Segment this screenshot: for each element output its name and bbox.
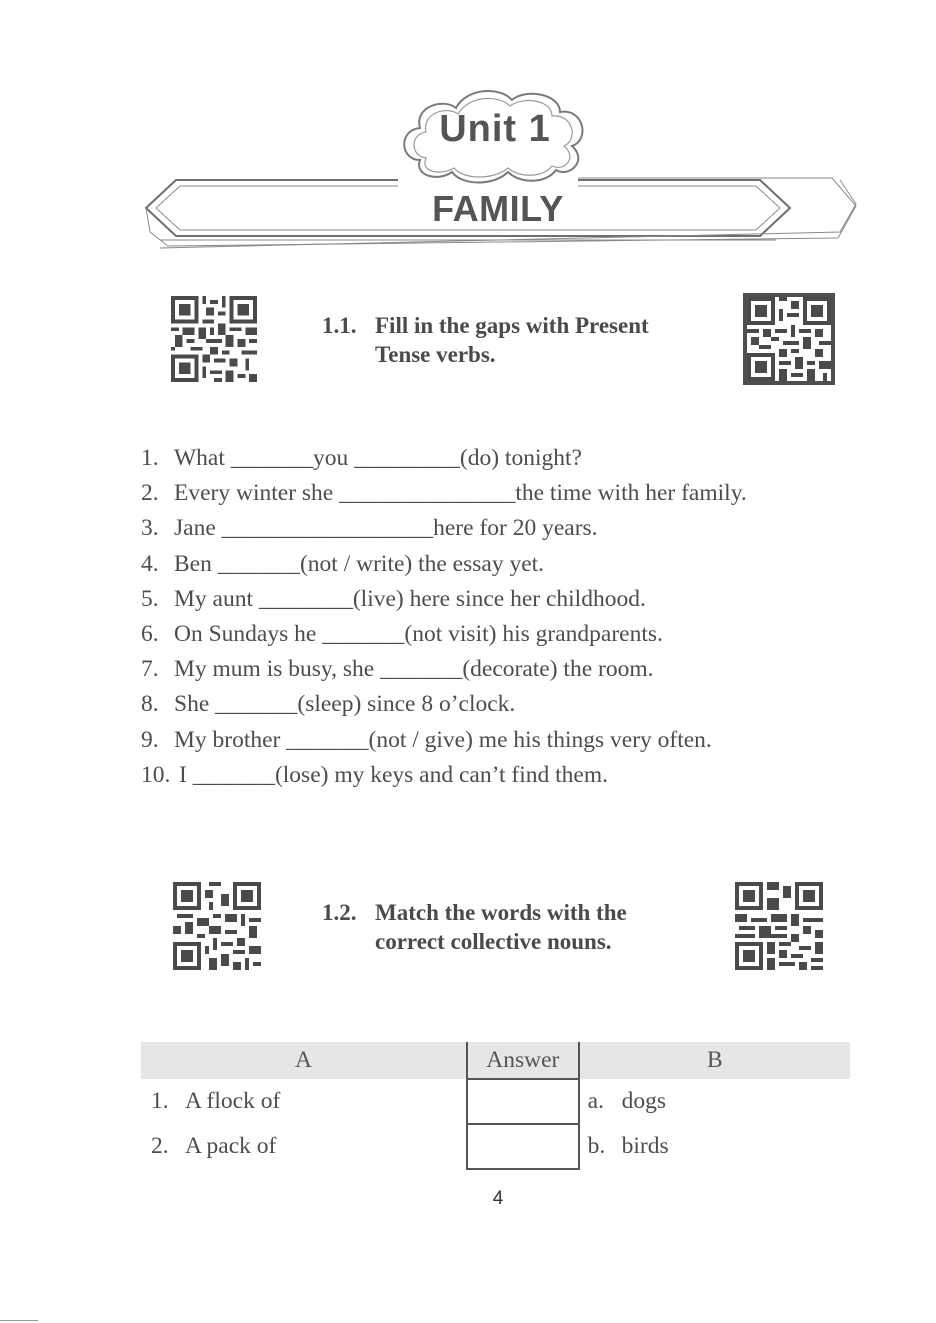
list-item[interactable] [141,476,861,511]
column-b-cell [579,1079,850,1124]
item-number: 5. [141,585,159,612]
answer-cell[interactable] [467,1079,579,1124]
item-text: What _______you _________(do) tonight? [174,445,582,471]
item-number: 1. [151,1088,169,1114]
item-number: 6. [141,621,159,648]
item-text: A pack of [185,1133,277,1159]
item-letter: b. [587,1133,606,1159]
page-corner-mark [0,1320,38,1321]
answer-cell[interactable] [467,1124,579,1169]
table-header-row [141,1042,850,1079]
exercise-2-heading [322,898,722,956]
item-number: 4. [141,550,159,577]
column-a-cell [141,1079,467,1124]
item-text: My brother _______(not / give) me his things very often. [174,726,712,753]
sentence-list [141,441,861,793]
exercise-2-title-line1: Match the words with the [375,900,627,925]
column-header-a: A [141,1042,467,1079]
column-b-cell [579,1124,850,1169]
qr-code-icon[interactable] [172,882,262,970]
qr-code-icon[interactable] [743,293,835,385]
list-item[interactable] [141,687,861,722]
item-number: 8. [141,691,159,718]
column-a-cell [141,1124,467,1169]
matching-table [141,1042,850,1170]
item-text: A flock of [185,1088,281,1114]
table-row [141,1079,850,1124]
exercise-1-title-line1: Fill in the gaps with Present [375,313,649,338]
item-number: 1. [141,445,159,471]
unit-title: Unit 1 [439,108,551,150]
exercise-1-heading [322,311,722,369]
list-item[interactable] [141,758,861,793]
item-number: 3. [141,515,159,542]
item-text: Every winter she _______________the time with her family. [174,480,747,507]
item-text: My mum is busy, she _______(decorate) the room. [174,656,654,683]
item-text: I _______(lose) my keys and can’t find them. [179,761,609,788]
topic-title: FAMILY [432,188,564,229]
item-text: dogs [621,1088,667,1114]
table-row [141,1124,850,1169]
list-item[interactable] [141,441,861,476]
qr-code-icon[interactable] [170,296,258,382]
item-text: My aunt ________(live) here since her childhood. [174,585,646,612]
list-item[interactable] [141,652,861,687]
item-number: 2. [151,1133,169,1159]
item-text: Ben _______(not / write) the essay yet. [174,550,545,577]
item-number: 9. [141,726,159,753]
item-letter: a. [587,1088,604,1114]
exercise-2-number: 1.2. [322,900,357,925]
exercise-1-title-line2: Tense verbs. [375,342,496,367]
list-item[interactable] [141,617,861,652]
exercise-1-number: 1.1. [322,313,357,338]
list-item[interactable] [141,547,861,582]
column-header-b: B [579,1042,850,1079]
item-number: 7. [141,656,159,683]
column-header-answer: Answer [467,1042,579,1079]
page-number: 4 [492,1188,504,1209]
item-number: 10. [141,761,171,788]
exercise-2-title-line2: correct collective nouns. [375,929,612,954]
item-number: 2. [141,480,159,507]
list-item[interactable] [141,723,861,758]
qr-code-icon[interactable] [735,882,823,970]
list-item[interactable] [141,582,861,617]
list-item[interactable] [141,511,861,546]
item-text: Jane __________________here for 20 years. [174,515,598,542]
item-text: She _______(sleep) since 8 o’clock. [174,691,516,718]
item-text: On Sundays he _______(not visit) his grandparents. [174,621,663,648]
item-text: birds [621,1133,669,1159]
